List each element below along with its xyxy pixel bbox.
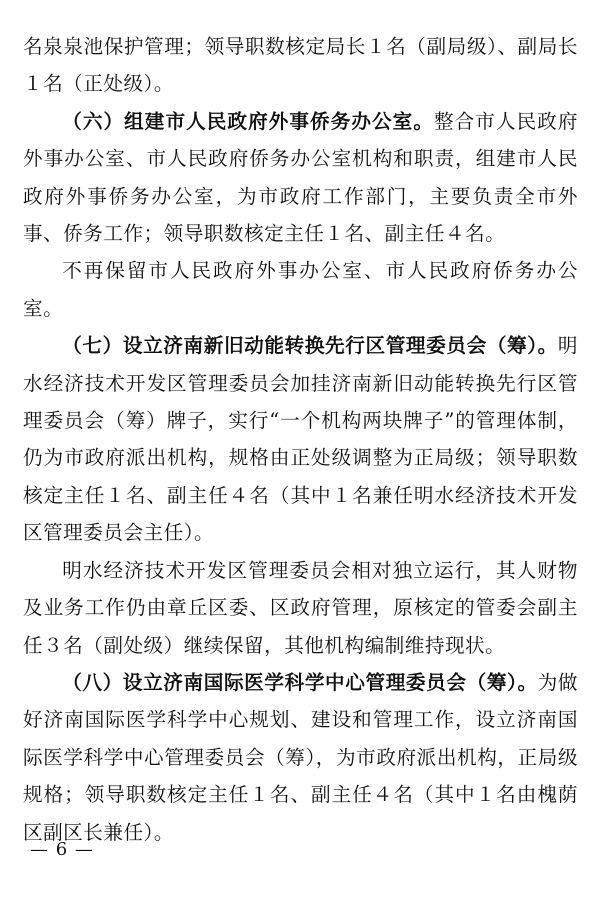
paragraph-section-6 <box>23 103 578 253</box>
paragraph-text: 明水经济技术开发区管理委员会加挂济南新旧动能转换先行区管理委员会（筹）牌子，实行“一个机构两块牌子”的管理体制，仍为市政府派出机构，规格由正处级调整为正局级；领导职数核定主任１名、副主任４名（其中１名兼任明水经济技术开发区管理委员会主任）。 <box>23 334 578 545</box>
paragraph-continuation <box>23 28 578 103</box>
paragraph-no-longer-retained <box>23 252 578 327</box>
paragraph-section-8 <box>23 664 578 851</box>
page-number: — 6 — <box>30 839 94 860</box>
paragraph-text: 名泉泉池保护管理；领导职数核定局长１名（副局级）、副局长１名（正处级）。 <box>23 35 578 96</box>
document-body <box>23 28 578 851</box>
paragraph-section-7 <box>23 327 578 551</box>
paragraph-mingshui-operation <box>23 552 578 664</box>
paragraph-text: 不再保留市人民政府外事办公室、市人民政府侨务办公室。 <box>23 259 578 320</box>
section-heading: （六）组建市人民政府外事侨务办公室。 <box>62 109 434 133</box>
section-heading: （七）设立济南新旧动能转换先行区管理委员会（筹）。 <box>62 334 558 358</box>
paragraph-text: 为做好济南国际医学科学中心规划、建设和管理工作，设立济南国际医学科学中心管理委员会（筹），为市政府派出机构，正局级规格；领导职数核定主任１名、副主任４名（其中１名由槐荫区副区长兼任）。 <box>23 670 579 844</box>
section-heading: （八）设立济南国际医学科学中心管理委员会（筹）。 <box>62 670 538 694</box>
paragraph-text: 整合市人民政府外事办公室、市人民政府侨务办公室机构和职责，组建市人民政府外事侨务办公室，为市政府工作部门，主要负责全市外事、侨务工作；领导职数核定主任１名、副主任４名。 <box>23 109 579 246</box>
paragraph-text: 明水经济技术开发区管理委员会相对独立运行，其人财物及业务工作仍由章丘区委、区政府管理，原核定的管委会副主任３名（副处级）继续保留，其他机构编制维持现状。 <box>23 558 578 657</box>
